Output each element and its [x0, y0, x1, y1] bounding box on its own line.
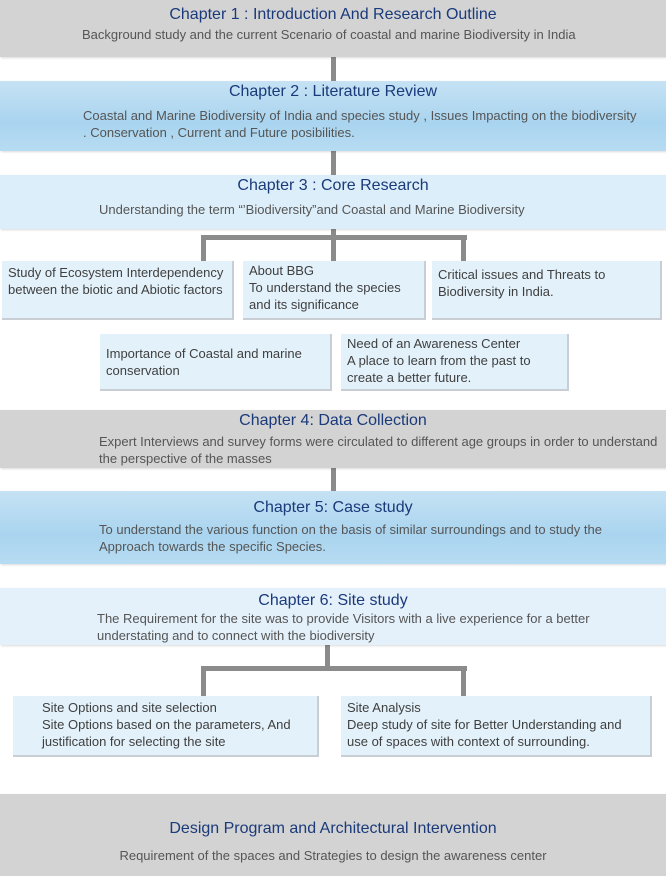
- chapter-4-desc: Expert Interviews and survey forms were circulated to different age groups in order to understand the perspective of the masses: [99, 434, 658, 466]
- chapter-6-title: Chapter 6: Site study: [258, 592, 408, 609]
- design-program-title: Design Program and Architectural Intervention: [169, 820, 497, 837]
- branch-drop-right: [461, 235, 466, 261]
- core-research-bbg: About BBG To understand the species and its significance: [243, 261, 426, 320]
- chapter-4-title: Chapter 4: Data Collection: [239, 412, 427, 429]
- chapter-6-desc: The Requirement for the site was to provide Visitors with a live experience for a better understating and to connect with the biodiversity: [97, 611, 590, 643]
- connector-c4-c5: [331, 468, 336, 491]
- chapter-5-box: [0, 491, 666, 564]
- site-study-analysis: Site Analysis Deep study of site for Better Understanding and use of spaces with context of surrounding.: [341, 696, 652, 757]
- core-research-conservation: Importance of Coastal and marine conservation: [100, 334, 332, 391]
- chapter-3-desc: Understanding the term “’Biodiversity”and Coastal and Marine Biodiversity: [99, 202, 525, 217]
- site-study-options: Site Options and site selection Site Options based on the parameters, And justification for selecting the site: [13, 696, 319, 757]
- connector-c1-c2: [331, 57, 336, 81]
- chapter-3-title: Chapter 3 : Core Research: [237, 177, 429, 194]
- design-program-box: [0, 794, 666, 876]
- branch-bar-site: [201, 666, 467, 671]
- core-research-awareness: Need of an Awareness Center A place to learn from the past to create a better future.: [341, 334, 569, 391]
- core-research-ecosystem: Study of Ecosystem Interdependency between the biotic and Abiotic factors: [2, 261, 234, 320]
- chapter-2-box: [0, 81, 666, 151]
- chapter-2-title: Chapter 2 : Literature Review: [228, 83, 438, 100]
- chapter-6-box: [0, 588, 666, 645]
- branch-drop-mid: [331, 235, 336, 261]
- branch-drop-site-left: [201, 666, 206, 696]
- core-research-threats: Critical issues and Threats to Biodiversity in India.: [432, 261, 662, 320]
- chapter-2-desc: Coastal and Marine Biodiversity of India and species study , Issues Impacting on the biodiversity . Conservation , Current and Future posibilities.: [83, 108, 637, 140]
- connector-c2-c3: [331, 151, 336, 175]
- branch-drop-site-right: [461, 666, 466, 696]
- chapter-4-box: [0, 410, 666, 468]
- design-program-desc: Requirement of the spaces and Strategies to design the awareness center: [119, 848, 547, 863]
- chapter-3-box: [0, 175, 666, 229]
- chapter-1-title: Chapter 1 : Introduction And Research Outline: [169, 6, 497, 23]
- chapter-5-desc: To understand the various function on the basis of similar surroundings and to study the Approach towards the specific Species.: [99, 522, 602, 554]
- chapter-1-desc: Background study and the current Scenario of coastal and marine Biodiversity in India: [82, 27, 576, 42]
- chapter-5-title: Chapter 5: Case study: [253, 499, 413, 516]
- chapter-1-box: [0, 0, 666, 57]
- branch-drop-left: [201, 235, 206, 261]
